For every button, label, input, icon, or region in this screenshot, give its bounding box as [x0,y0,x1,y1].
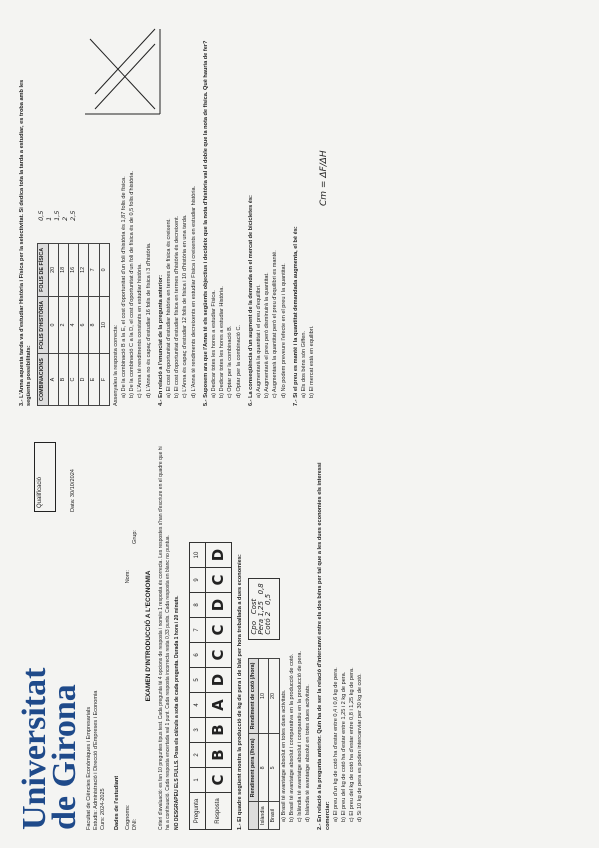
q1-h: Rendiment de cotó (/hora) [248,658,258,734]
q6-option-a[interactable]: a) Augmentarà la quantitat i el preu d'equilibri. [256,284,263,398]
answer-num: 2 [189,743,205,768]
q6-option-d[interactable]: d) No podem preveure l'efecte en el preu i la quantitat. [280,263,287,398]
grade-label: Qualificació [37,476,43,508]
q5-option-a[interactable]: a) Dedicar totes les hores a estudiar Física. [211,290,218,398]
q3-cell: 10 [99,296,109,353]
student-data: Dades de l'estudiant [113,775,120,830]
answer-cell[interactable]: B [205,718,231,743]
q4-option-b[interactable]: b) El cost d'oportunitat d'estudiar física en termes d'història és decreixent. [174,215,181,398]
calc-line: 2 [61,216,70,221]
answer-cell[interactable]: A [205,693,231,718]
q6-text: 6.- La conseqüència d'un augment de la demanda en el mercat de bicicletes és: [247,195,254,406]
id-label: DNI: [132,818,139,830]
q3-cell: 20 [48,243,58,296]
q1-cell: Islàndia [259,802,269,830]
q2-text: 2.- En relació a la pregunta anterior. Quin ha de ser la relació d'intercanvi entre els dos béns per tal que a les dues economies els interessi comerciar: [317,462,331,830]
q3-cell: B [58,354,68,406]
q3-cell: 12 [79,243,89,296]
university-logo [16,667,83,830]
q3-cell: 8 [89,296,99,353]
left-page [0,424,599,848]
q3-cell: 6 [79,296,89,353]
calc-line: 0,5 [37,210,46,221]
cost-note: Cpo [249,620,258,635]
q1-option-c[interactable]: c) Islàndia té avantatge absolut i comparatiu en la producció de pera. [296,650,303,822]
q4-option-c[interactable]: c) L'Anna és capaç d'estudiar 12 folis de física i 10 d'història en una tarda. [182,214,189,398]
faculty: Facultat de Ciències Econòmiques i Empresarials [86,706,92,830]
q3-h: COMBINACIONS [38,354,48,406]
cost-note: Cotó 2 [264,611,273,635]
q3-cell: 18 [58,243,68,296]
q1-cell: 5 [269,734,279,802]
q3-cell: F [99,354,109,406]
cost-note: 0,5 [264,593,273,606]
cost-note: Cost [249,598,258,615]
answer-num: 6 [189,643,205,668]
answer-cell[interactable]: D [205,668,231,693]
q1-cell: 10 [259,658,269,734]
q3-cell: 16 [69,243,79,296]
supply-demand-sketch [80,24,170,124]
q1-cell: 8 [259,734,269,802]
q4-option-a[interactable]: a) El cost d'oportunitat d'estudiar història en termes de física és creixent. [166,218,173,398]
q1-cell: Brasil [269,802,279,830]
calc-notes [37,210,109,220]
q2-option-b[interactable]: b) El preu del kg de cotó ha d'estar entre 1,25 i 2 kg de pera. [340,671,347,822]
q3-option-b[interactable]: b) De la combinació C a la D, el cost d'oportunitat d'un foli de física és de 0,5 folis d'història. [129,170,136,398]
answer-cell[interactable]: B [205,743,231,768]
cost-note: Pera 1,25 [257,601,266,635]
q3-cell: 0 [99,243,109,296]
answer-cell[interactable]: C [205,568,231,593]
question-6 [248,18,288,406]
q7-option-a[interactable]: a) Els dos béns són Giffen. [301,330,308,398]
surname-label: Cognoms: [124,804,131,830]
q3-option-c[interactable]: c) L'Anna té rendiments constants en estudiar història. [137,263,144,398]
q5-option-d[interactable]: d) Optar per la combinació C. [235,324,242,398]
q1-option-d[interactable]: d) Islàndia té avantatge absolut en totes dues activitats. [305,684,312,822]
q3-h: FOLIS D'HISTÒRIA [38,296,48,353]
answer-num: 1 [189,768,205,793]
instructions: Criteri d'avaluació: es fan 10 preguntes tipus test. Cada pregunta té 4 opcions de resposta i només 1 resposta és correcta. Les respostes s'han d'escriure en el quadre que hi ha a continuació. Cada resposta encertada val 1 punt. Cada resposta incorrecta resta 0,33 punts. Cada resposta en blanc no puntua. [158,446,171,830]
q1-h: Rendiment pera (/hora) [248,734,258,802]
date-label: Data: 30/10/2024 [70,469,76,512]
q3-cell: 4 [69,296,79,353]
q7-option-b[interactable]: b) El mercat està en equilibri. [309,325,316,398]
q5-text: 5.- Suposem ara que l'Anna té els següents objectius i decideix que la nota d'història val el doble que la nota de física. Què hauria de fer? [202,40,209,406]
answer-cell[interactable]: C [205,768,231,793]
group-label: Grup: [132,530,139,544]
q3-cell: 2 [58,296,68,353]
q4-text: 4.- En relació a l'enunciat de la pregunta anterior: [157,275,164,406]
degree: Estudis: Administració i Direcció d'Empreses i Economia [93,690,100,830]
q3-cell: C [69,354,79,406]
q2-option-a[interactable]: a) El preu d'un kg de cotó ha d'estar entre 0,4 i 0,6 kg de pera. [332,667,339,822]
answer-a-label: Resposta [205,793,231,830]
q7-text: 7.- Si el preu es manté i la quantitat demandada augmenta, el bé és: [292,226,299,406]
q1-option-b[interactable]: b) Brasil té avantatge absolut i comparativa en la producció de cotó. [288,653,295,822]
answer-num: 5 [189,668,205,693]
answer-num: 7 [189,618,205,643]
q6-option-c[interactable]: c) Augmentarà la quantitat però el preu d'equilibri es manté. [272,250,279,398]
cost-note: 0,8 [257,583,266,595]
answer-num: 4 [189,693,205,718]
answer-cell[interactable]: C [205,643,231,668]
q5-option-c[interactable]: c) Optar per la combinació B. [227,325,234,398]
calc-line: 1 [45,216,54,221]
q1-cell: 20 [269,658,279,734]
q6-option-b[interactable]: b) Augmentarà el preu però disminuirà la quantitat. [264,272,271,398]
q3-cell: A [48,354,58,406]
question-2 [317,442,364,830]
q3-cell: D [79,354,89,406]
formula-note: Cm = ΔF/ΔH [318,150,329,206]
q3-option-d[interactable]: d) L'Anna no és capaç d'estudiar 16 folis de física i 3 d'història. [145,242,152,398]
q3-option-a[interactable]: a) De la combinació B a la E, el cost d'oportunitat d'un foli d'història és 1,87 folis de física. [121,176,128,398]
answer-q-label: Pregunta [189,793,205,830]
q5-option-b[interactable]: b) Dedicar totes les hores a estudiar Història. [219,286,226,398]
q3-cell: 0 [48,296,58,353]
answer-num: 9 [189,568,205,593]
name-label: Nom: [124,570,131,584]
question-7 [293,18,328,406]
answer-num: 10 [189,543,205,568]
q3-lead: Assenyaleu la resposta correcta: [112,324,119,406]
q1-table [248,658,280,830]
q1-h [248,802,258,830]
grade-box[interactable] [34,442,56,512]
q3-text: 3.- L'Anna aquesta tarda va d'estudiar Història i Física per la selectivitat. Si dedica tota la tarda a estudiar, es troba amb les següents possibilitats: [19,79,33,406]
question-5 [203,18,243,406]
answer-num: 8 [189,593,205,618]
logo-line1: Universitat [16,667,53,830]
answer-cell[interactable]: D [205,593,231,618]
q3-cell: 7 [89,243,99,296]
q2-option-c[interactable]: c) El preu del kg de cotó ha d'estar entre 0,8 i 1,25 kg de pera. [349,667,356,822]
q3-cell: E [89,354,99,406]
answer-table [189,542,232,830]
instructions2: NO DESGRAPEU ELS FULLS. Posa els càlculs a sota de cada pregunta. Durada 1 hora i 20 minuts. [174,595,181,830]
course: Curs: 2024-2025 [100,788,107,830]
q1-text: 1.- El quadre següent mostra la producció de kg de pera i de blat per hora treballada a dues economies: [236,554,243,830]
answer-num: 3 [189,718,205,743]
answer-cell[interactable]: C [205,618,231,643]
q2-option-d[interactable]: d) Si 10 kg de pera es poden intercanviar per 30 kg de cotó. [357,673,364,822]
answer-cell[interactable]: D [205,543,231,568]
q1-option-a[interactable]: a) Brasil té avantatge absolut en totes dues activitats. [280,689,287,822]
logo-line2: de Girona [46,684,83,830]
cost-notes-box [248,578,280,639]
question-1 [237,442,313,830]
calc-line: 1,5 [53,210,62,221]
q3-table [37,243,109,406]
calc-line: 2,5 [69,210,78,221]
exam-title: EXAMEN D'INTRODUCCIÓ A L'ECONOMIA [145,570,153,702]
q3-h: FOLIS DE FÍSICA [38,243,48,296]
q4-option-d[interactable]: d) L'Anna té rendiments decreixents en estudiar Física i creixents en estudiar història. [190,185,197,398]
